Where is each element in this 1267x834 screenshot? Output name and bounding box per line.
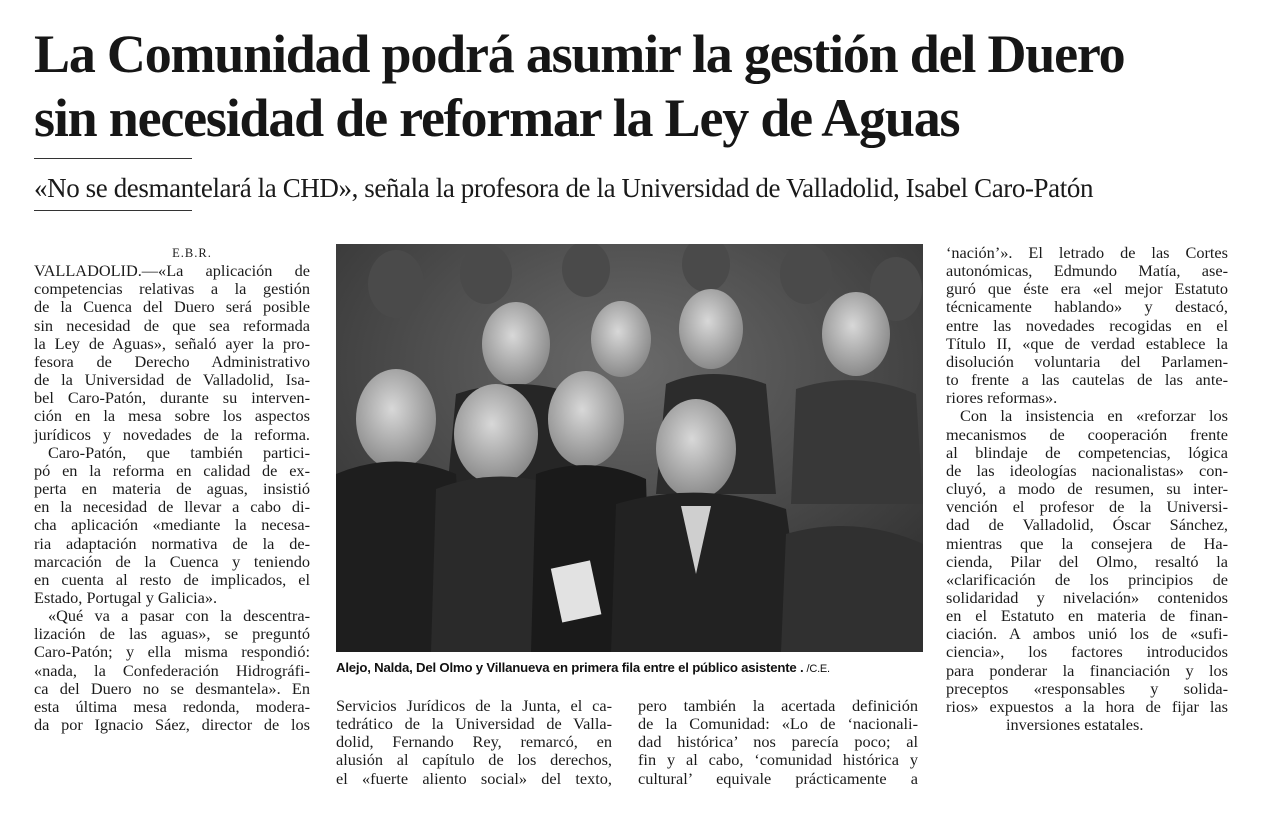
- headline: [34, 22, 1254, 150]
- text-line: el «fuerte aliento social» del texto,: [336, 768, 612, 788]
- photo-credit: /C.E.: [806, 663, 830, 675]
- text-line: ción en la mesa sobre los aspectos: [34, 406, 310, 426]
- text-line: ria adaptación normativa de la de-: [34, 533, 310, 553]
- text-line: disolución voluntaria del Parlamen-: [946, 351, 1228, 371]
- text-line: cultural’ equivale prácticamente a: [638, 768, 918, 788]
- text-line: en el Estatuto en materia de finan-: [946, 606, 1228, 626]
- text-line: alusión al capítulo de los derechos,: [336, 750, 612, 770]
- text-line: ca del Duero no se desmantela». En: [34, 678, 310, 698]
- text-line: fesora de Derecho Administrativo: [34, 351, 310, 371]
- column-3: [638, 697, 918, 788]
- text-line: cluyó, a modo de resumen, su inter-: [946, 479, 1228, 499]
- text-line: de la Universidad de Valladolid, Isa-: [34, 370, 310, 390]
- text-line: autonómicas, Edmundo Matía, ase-: [946, 261, 1228, 281]
- text-line: dad histórica’ nos parecía poco; al: [638, 732, 918, 752]
- text-line: esta última mesa redonda, modera-: [34, 696, 310, 716]
- photo-caption: [336, 659, 923, 678]
- column-1: [34, 244, 310, 734]
- text-line: inversiones estatales.: [1006, 715, 1144, 735]
- text-line: de la Cuenca del Duero será posible: [34, 297, 310, 317]
- text-line: ‘nación’». El letrado de las Cortes: [946, 243, 1228, 262]
- text-line: jurídicos y novedades de la reforma.: [34, 424, 310, 444]
- text-line: tedrático de la Universidad de Valla-: [336, 714, 612, 734]
- column-2: [336, 697, 612, 788]
- text-line: «clarificación de los principios de: [946, 569, 1228, 589]
- text-line: ciación. A ambos unió los de «sufi-: [946, 624, 1228, 644]
- caption-text: Alejo, Nalda, Del Olmo y Villanueva en primera fila entre el público asistente .: [336, 660, 804, 675]
- text-line: dolid, Fernando Rey, remarcó, en: [336, 732, 612, 752]
- text-line: dad de Valladolid, Óscar Sánchez,: [946, 515, 1228, 535]
- text-line: solidaridad y nivelación» contenidos: [946, 587, 1228, 607]
- text-line: de la Comunidad: «Lo de ‘nacionali-: [638, 714, 918, 734]
- text-line: to frente a las cautelas de las ante-: [946, 370, 1228, 390]
- text-line: Título II, «que de verdad establece la: [946, 333, 1228, 353]
- text-line: pó en la reforma en calidad de ex-: [34, 460, 310, 480]
- text-line: marcación de la Cuenca y teniendo: [34, 551, 310, 571]
- headline-line-1: La Comunidad podrá asumir la gestión del Duero: [34, 24, 1125, 84]
- divider-bottom: [34, 210, 192, 211]
- text-line: en la necesidad de llevar a cabo di-: [34, 497, 310, 517]
- text-line: ciencia», los factores introducidos: [946, 642, 1228, 662]
- text-line: guró que éste era «el mejor Estatuto: [946, 279, 1228, 299]
- text-line: de las ideologías nacionalistas» con-: [946, 460, 1228, 480]
- text-line: en cuenta al resto de implicados, el: [34, 569, 310, 589]
- text-line: Estado, Portugal y Galicia».: [34, 587, 218, 607]
- text-line: cienda, Pilar del Olmo, resaltó la: [946, 551, 1228, 571]
- text-line: mientras que la consejera de Ha-: [946, 533, 1228, 553]
- text-line: sin necesidad de que sea reformada: [34, 315, 310, 335]
- text-line: rios» expuestos a la hora de fijar las: [946, 696, 1228, 716]
- subtitle: «No se desmantelará la CHD», señala la profesora de la Universidad de Valladolid, Isabel Caro-Patón: [34, 173, 1094, 203]
- text-line: «Qué va a pasar con la descentra-: [48, 606, 310, 626]
- text-line: bel Caro-Patón, durante su interven-: [34, 388, 310, 408]
- text-line: Caro-Patón; y ella misma respondió:: [34, 642, 310, 662]
- text-line: al blindaje de competencias, lógica: [946, 442, 1228, 462]
- text-line: pero también la acertada definición: [638, 696, 918, 715]
- text-line: VALLADOLID.—«La aplicación de: [34, 261, 310, 281]
- news-photo: [336, 244, 923, 652]
- text-line: para ponderar la financiación y los: [946, 660, 1228, 680]
- column-4: [946, 244, 1228, 734]
- text-line: entre las novedades recogidas en el: [946, 315, 1228, 335]
- text-line: vención el profesor de la Universi-: [946, 497, 1228, 517]
- text-line: Caro-Patón, que también partici-: [48, 442, 310, 462]
- text-line: Con la insistencia en «reforzar los: [960, 406, 1228, 426]
- text-line: da por Ignacio Sáez, director de los: [34, 715, 310, 735]
- text-line: Servicios Jurídicos de la Junta, el ca-: [336, 696, 612, 715]
- text-line: perta en materia de aguas, insistió: [34, 479, 310, 499]
- text-line: «nada, la Confederación Hidrográfi-: [34, 660, 310, 680]
- text-line: lización de las aguas», se preguntó: [34, 624, 310, 644]
- text-line: técnicamente hablando» y destacó,: [946, 297, 1228, 317]
- headline-line-2: sin necesidad de reformar la Ley de Aguas: [34, 88, 960, 148]
- text-line: la Ley de Aguas», señaló ayer la pro-: [34, 333, 310, 353]
- byline: E.B.R.: [172, 246, 212, 260]
- text-line: fin y al cabo, ‘comunidad histórica y: [638, 750, 918, 770]
- text-line: cha aplicación «mediante la necesa-: [34, 515, 310, 535]
- text-line: riores reformas».: [946, 388, 1058, 408]
- text-line: preceptos «responsables y solida-: [946, 678, 1228, 698]
- text-line: mecanismos de cooperación frente: [946, 424, 1228, 444]
- divider-top: [34, 158, 192, 159]
- text-line: competencias relativas a la gestión: [34, 279, 310, 299]
- audience-photo-illustration: [336, 244, 923, 652]
